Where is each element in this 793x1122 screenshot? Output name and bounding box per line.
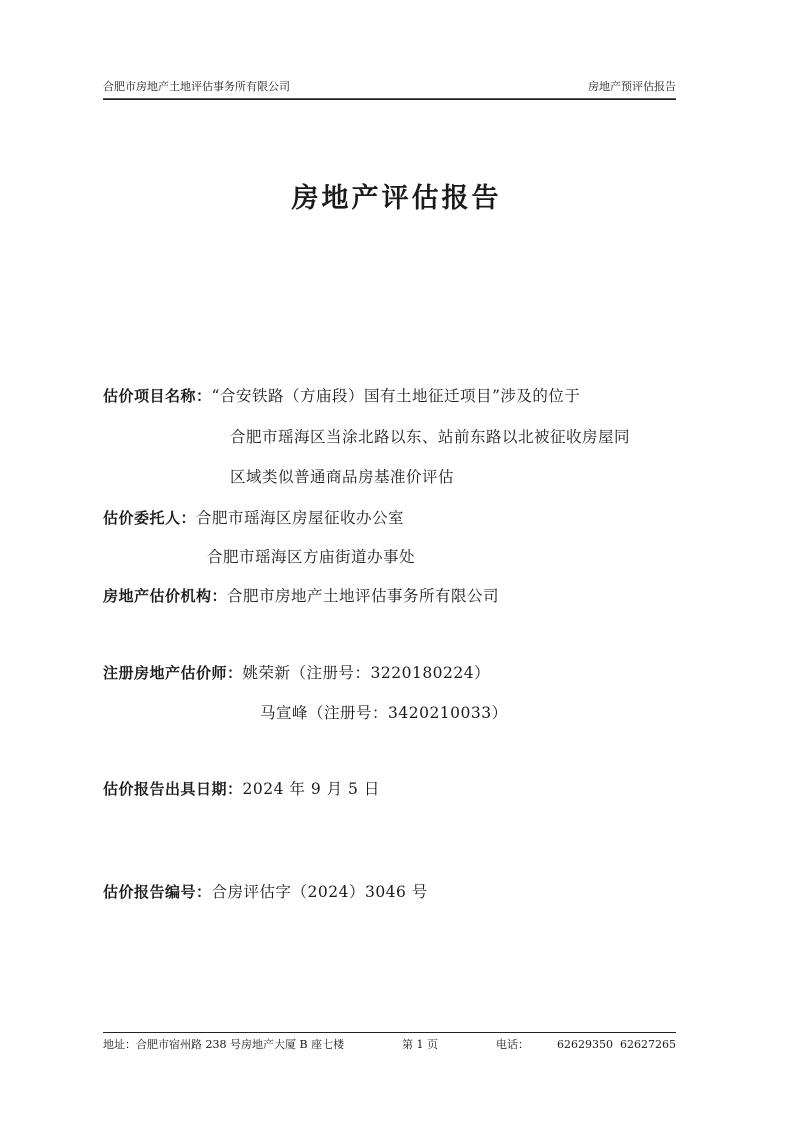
agency-value: 合肥市房地产土地评估事务所有限公司	[227, 587, 500, 605]
appraiser-1: 姚荣新（注册号：3220180224）	[242, 664, 491, 682]
footer-phone-label: 电话：	[495, 1038, 529, 1051]
footer-phone-1: 62629350	[556, 1038, 613, 1051]
footer-phone	[496, 1036, 676, 1052]
project-label: 估价项目名称：	[103, 387, 212, 405]
footer-phone-2: 62627265	[619, 1038, 676, 1051]
footer-address: 地址：合肥市宿州路 238 号房地产大厦 B 座七楼	[103, 1038, 345, 1051]
header-company: 合肥市房地产土地评估事务所有限公司	[103, 80, 290, 93]
agency-row	[103, 584, 499, 606]
client-line-2: 合肥市瑶海区方庙街道办事处	[207, 548, 416, 566]
footer-page-number: 第 1 页	[402, 1038, 439, 1051]
report-no-value: 合房评估字（2024）3046 号	[211, 883, 428, 901]
project-label-row	[103, 384, 580, 406]
report-no-row	[103, 880, 428, 902]
page-footer	[103, 1036, 676, 1052]
page-title: 房地产评估报告	[291, 183, 502, 214]
appraiser-2: 马宣峰（注册号：3420210033）	[260, 704, 508, 722]
appraisers-label: 注册房地产估价师：	[103, 664, 243, 682]
date-row	[103, 777, 380, 799]
project-line-3: 区域类似普通商品房基准价评估	[230, 468, 455, 486]
client-row	[103, 506, 404, 528]
footer-divider	[103, 1032, 676, 1033]
project-line-1: “合安铁路（方庙段）国有土地征迁项目”涉及的位于	[211, 387, 581, 405]
header-divider	[103, 98, 676, 99]
report-no-label: 估价报告编号：	[103, 883, 212, 901]
header-report-type: 房地产预评估报告	[588, 80, 676, 93]
appraisers-row	[103, 661, 490, 683]
client-line-1: 合肥市瑶海区房屋征收办公室	[196, 509, 405, 527]
page-header	[103, 78, 676, 100]
client-label: 估价委托人：	[103, 509, 197, 527]
date-label: 估价报告出具日期：	[103, 780, 243, 798]
date-value: 2024 年 9 月 5 日	[242, 780, 380, 798]
agency-label: 房地产估价机构：	[103, 587, 228, 605]
project-line-2: 合肥市瑶海区当涂北路以东、站前东路以北被征收房屋同	[230, 428, 631, 446]
